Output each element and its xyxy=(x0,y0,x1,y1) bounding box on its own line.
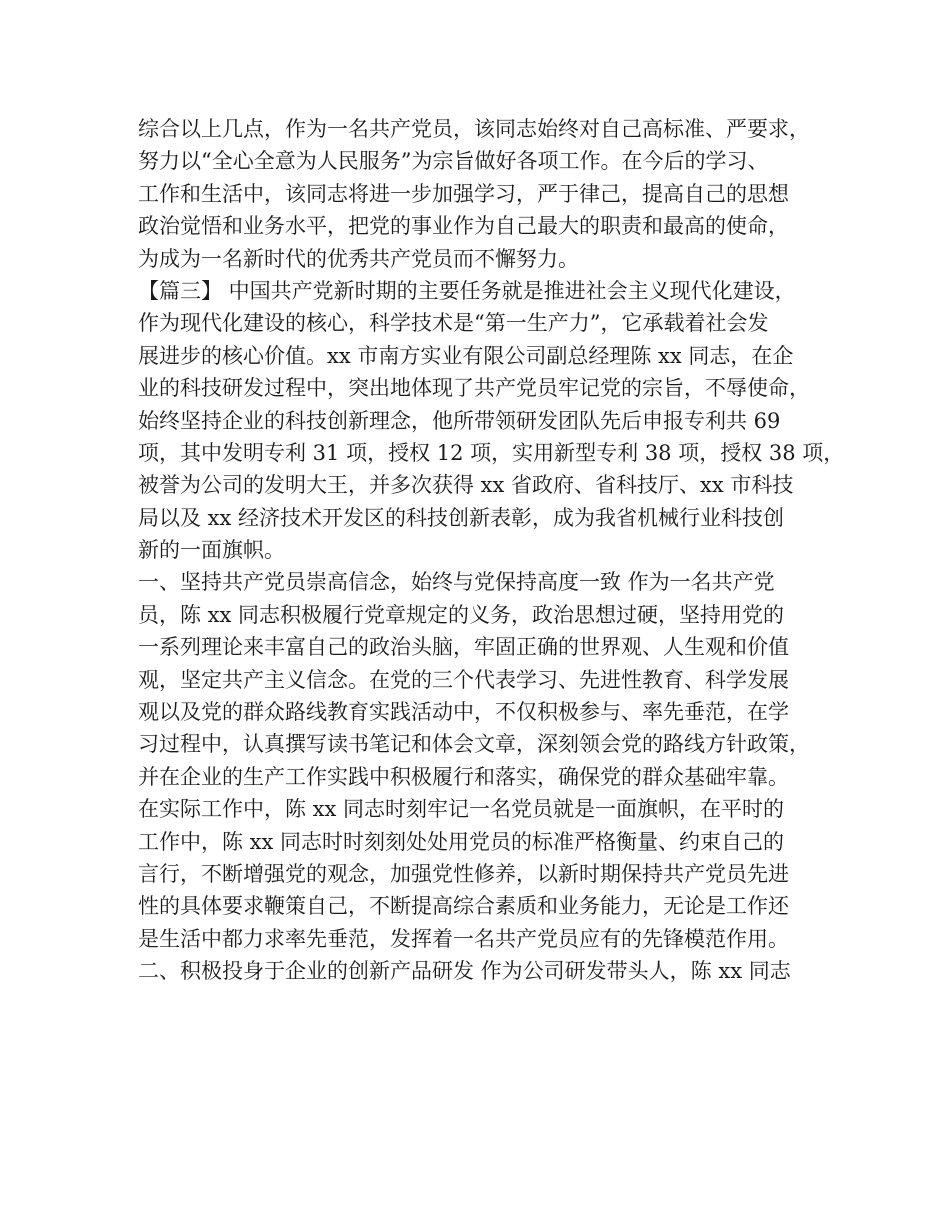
text-line: 性的具体要求鞭策自己，不断提高综合素质和业务能力，无论是工作还 xyxy=(138,894,789,919)
text-line: 业的科技研发过程中，突出地体现了共产党员牢记党的宗旨，不辱使命， xyxy=(138,376,810,401)
document-body xyxy=(138,113,845,988)
text-line: 局以及 xx 经济技术开发区的科技创新表彰，成为我省机械行业科技创 xyxy=(138,505,785,530)
text-line: 是生活中都力求率先垂范，发挥着一名共产党员应有的先锋模范作用。 xyxy=(138,926,789,951)
text-line: 为成为一名新时代的优秀共产党员而不懈努力。 xyxy=(138,246,579,271)
text-line: 始终坚持企业的科技创新理念，他所带领研发团队先后申报专利共 69 xyxy=(138,408,781,433)
section-heading-line: 【篇三】 中国共产党新时期的主要任务就是推进社会主义现代化建设， xyxy=(138,278,796,303)
text-line: 被誉为公司的发明大王，并多次获得 xx 省政府、省科技厅、xx 市科技 xyxy=(138,473,794,498)
text-line: 努力以“全心全意为人民服务”为宗旨做好各项工作。在今后的学习、 xyxy=(138,149,769,174)
text-line: 综合以上几点，作为一名共产党员，该同志始终对自己高标准、严要求， xyxy=(138,117,810,141)
subsection-heading-line: 一、坚持共产党员崇高信念，始终与党保持高度一致 作为一名共产党 xyxy=(138,570,775,595)
text-line: 作为现代化建设的核心，科学技术是“第一生产力”，它承载着社会发 xyxy=(138,311,769,336)
text-line: 在实际工作中，陈 xx 同志时刻牢记一名党员就是一面旗帜，在平时的 xyxy=(138,797,785,822)
text-line: 观，坚定共产主义信念。在党的三个代表学习、先进性教育、科学发展 xyxy=(138,667,789,692)
text-line: 一系列理论来丰富自己的政治头脑，牢固正确的世界观、人生观和价值 xyxy=(138,635,789,660)
text-line: 展进步的核心价值。xx 市南方实业有限公司副总经理陈 xx 同志，在企 xyxy=(138,343,794,368)
text-line: 政治觉悟和业务水平，把党的事业作为自己最大的职责和最高的使命， xyxy=(138,214,789,239)
text-line: 并在企业的生产工作实践中积极履行和落实，确保党的群众基础牢靠。 xyxy=(138,764,789,789)
subsection-heading-line: 二、积极投身于企业的创新产品研发 作为公司研发带头人，陈 xx 同志 xyxy=(138,959,791,984)
text-line: 新的一面旗帜。 xyxy=(138,538,285,563)
text-line: 言行，不断增强党的观念，加强党性修养，以新时期保持共产党员先进 xyxy=(138,861,789,886)
text-line: 工作中，陈 xx 同志时时刻刻处处用党员的标准严格衡量、约束自己的 xyxy=(138,829,785,854)
text-line: 观以及党的群众路线教育实践活动中，不仅积极参与、率先垂范，在学 xyxy=(138,700,789,725)
text-line: 习过程中，认真撰写读书笔记和体会文章，深刻领会党的路线方针政策， xyxy=(138,732,810,757)
text-line: 员，陈 xx 同志积极履行党章规定的义务，政治思想过硬，坚持用党的 xyxy=(138,602,785,627)
text-line: 项，其中发明专利 31 项，授权 12 项，实用新型专利 38 项，授权 38 项， xyxy=(138,440,845,465)
text-line: 工作和生活中，该同志将进一步加强学习，严于律己，提高自己的思想 xyxy=(138,181,789,206)
